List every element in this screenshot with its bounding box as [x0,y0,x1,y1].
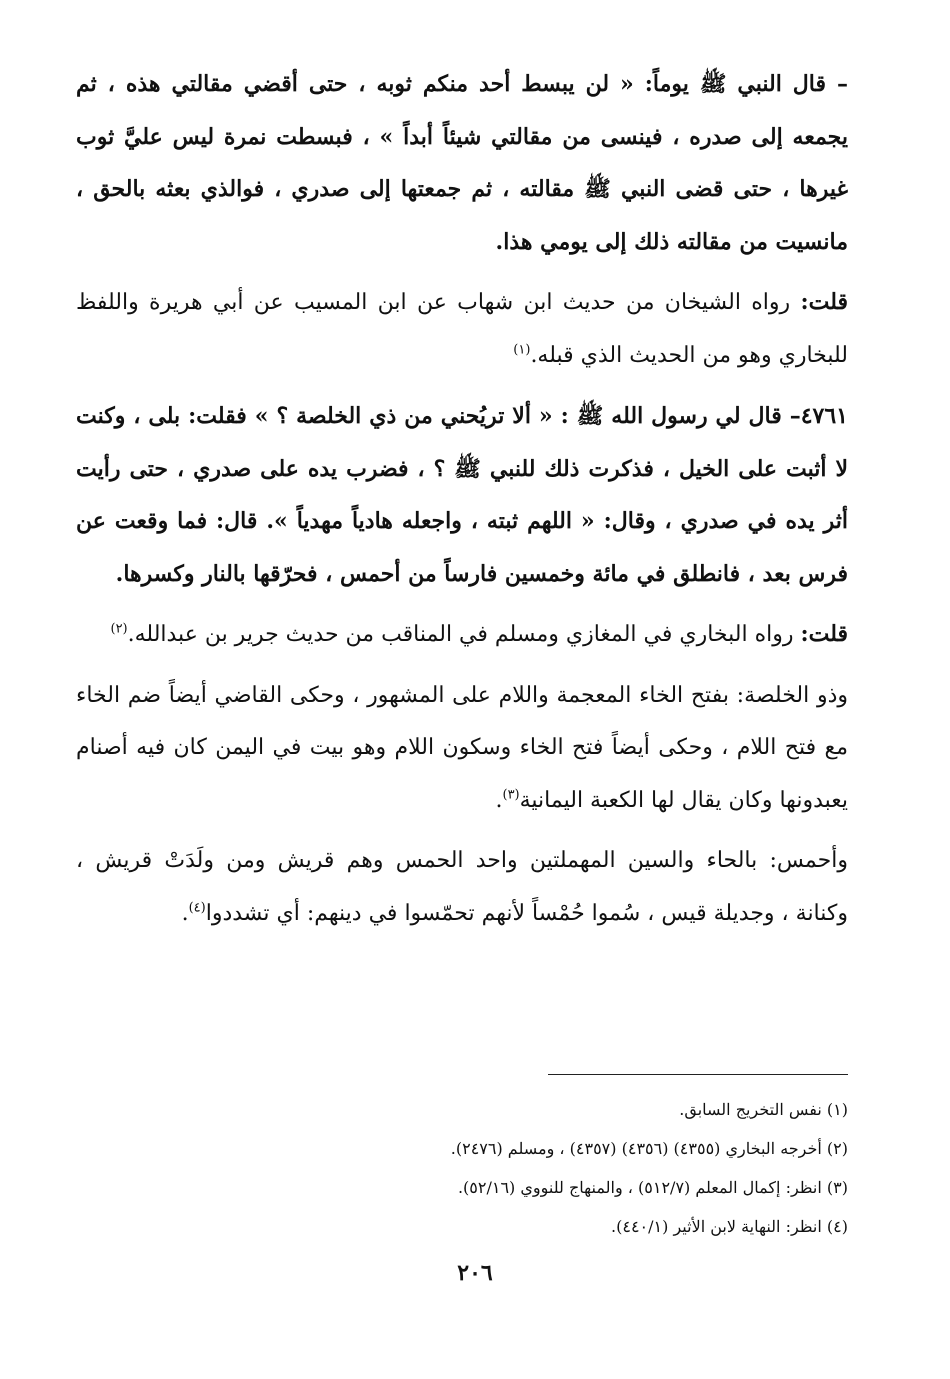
footnote-divider [548,1074,848,1075]
explanation-text: وذو الخلصة: بفتح الخاء المعجمة واللام على المشهور ، وحكى القاضي أيضاً ضم الخاء مع فتح اللام ، وحكى أيضاً فتح الخاء وسكون اللام وهو بيت في اليمن كان فيه أصنام يعبدونها وكان يقال لها الكعبة اليمانية [76,682,848,813]
explanation-text: وأحمس: بالحاء والسين المهملتين واحد الحمس وهم قريش ومن ولَدَتْ قريش ، وكنانة ، وجديلة قيس ، سُموا حُمْساً لأنهم تحمّسوا في دينهم: أي تشددوا [76,848,848,926]
commentary-paragraph-1 [76,276,848,382]
explanation-khalasa [76,670,848,828]
period: . [495,787,503,813]
footnote-ref-2: (٢) [110,621,128,637]
footnote-ref-4: (٤) [188,900,206,916]
main-text [76,58,848,948]
footnote-ref-3: (٣) [502,787,520,803]
footnote-3: (٣) انظر: إكمال المعلم (٥١٢/٧) ، والمنهاج للنووي (٥٢/١٦). [457,1178,848,1197]
page-number: ٢٠٦ [457,1260,493,1286]
commentary-text: رواه البخاري في المغازي ومسلم في المناقب من حديث جرير بن عبدالله. [127,622,801,647]
commentary-text: رواه الشيخان من حديث ابن شهاب عن ابن المسيب عن أبي هريرة واللفظ للبخاري وهو من الحديث الذي قبله. [76,290,848,368]
hadith-text: – قال لي رسول الله ﷺ : « ألا تريُحني من ذي الخلصة ؟ » فقلت: بلى ، وكنت لا أثبت على الخيل ، فذكرت ذلك للنبي ﷺ ؟ ، فضرب يده على صدري ، حتى رأيت أثر يده في صدري ، وقال: « اللهم ثبته ، واجعله هادياً مهدياً ». قال: فما وقعت عن فرس بعد ، فانطلق في مائة وخمسين فارساً من أحمس ، فحرّقها بالنار وكسرها. [76,403,848,587]
explanation-ahmas [76,835,848,940]
footnote-4: (٤) انظر: النهاية لابن الأثير (٤٤٠/١). [611,1217,848,1236]
hadith-number: ٤٧٦١ [800,403,848,429]
qultu-label: قلت: [800,289,848,315]
footnote-2: (٢) أخرجه البخاري (٤٣٥٥) (٤٣٥٦) (٤٣٥٧) ، ومسلم (٢٤٧٦). [450,1139,848,1158]
hadith-continuation-paragraph: – قال النبي ﷺ يوماً: « لن يبسط أحد منكم ثوبه ، حتى أقضي مقالتي هذه ، ثم يجمعه إلى صدره ، فينسى من مقالتي شيئاً أبداً » ، فبسطت نمرة ليس عليَّ ثوب غيرها ، حتى قضى النبي ﷺ مقالته ، ثم جمعتها إلى صدري ، فوالذي بعثه بالحق ، مانسيت من مقالته ذلك إلى يومي هذا. [76,71,848,255]
hadith-4761-paragraph [76,390,848,600]
footnotes [300,1090,848,1246]
period: . [181,900,189,926]
qultu-label: قلت: [800,621,848,647]
footnote-1: (١) نفس التخريج السابق. [679,1100,848,1119]
footnote-ref-1: (١) [513,342,531,358]
commentary-paragraph-2 [76,608,848,662]
